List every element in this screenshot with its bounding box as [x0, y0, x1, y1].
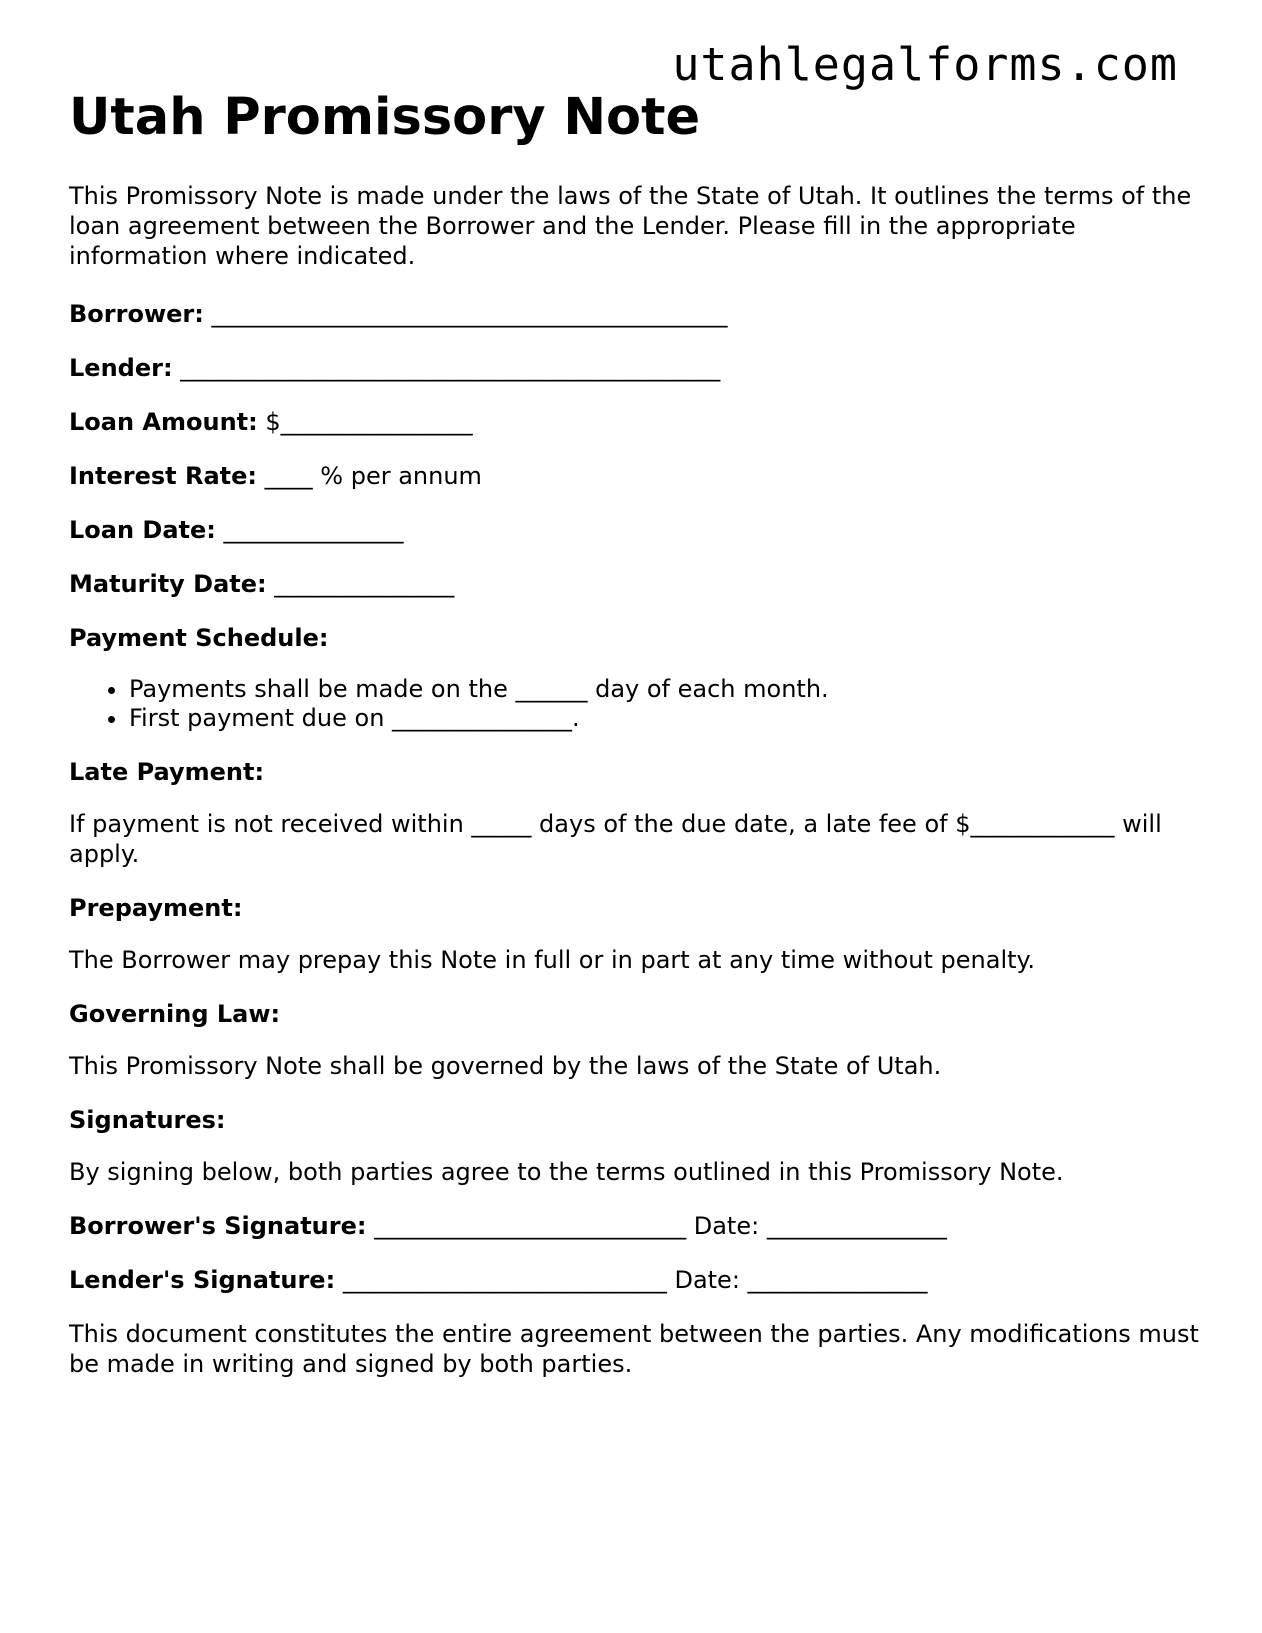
- closing-paragraph: This document constitutes the entire agreement between the parties. Any modifications must be made in writing and signed by both parties.: [69, 1320, 1199, 1378]
- loan-amount-label: Loan Amount:: [69, 408, 258, 436]
- lender-field: [69, 353, 1199, 383]
- maturity-date-blank[interactable]: _______________: [274, 570, 455, 598]
- governing-law-text: This Promissory Note shall be governed by the laws of the State of Utah.: [69, 1052, 942, 1080]
- intro-paragraph: This Promissory Note is made under the laws of the State of Utah. It outlines the terms of the loan agreement between the Borrower and the Lender. Please fill in the appropriate information where indicated.: [69, 182, 1192, 270]
- lender-blank[interactable]: _____________________________________________: [180, 354, 721, 382]
- list-item: • First payment due on _______________.: [129, 704, 1199, 733]
- lender-signature-label: Lender's Signature:: [69, 1266, 336, 1294]
- borrower-signature-blank[interactable]: __________________________ Date: _______________: [374, 1212, 947, 1240]
- prepayment-text: The Borrower may prepay this Note in full or in part at any time without penalty.: [69, 946, 1035, 974]
- borrower-signature-label: Borrower's Signature:: [69, 1212, 367, 1240]
- borrower-label: Borrower:: [69, 300, 204, 328]
- loan-amount-field: [69, 407, 1199, 437]
- interest-rate-blank[interactable]: ____ % per annum: [264, 462, 482, 490]
- lender-signature-line: [69, 1265, 1199, 1295]
- list-item: • Payments shall be made on the ______ day of each month.: [129, 675, 1199, 704]
- page-title: Utah Promissory Note: [69, 88, 701, 147]
- interest-rate-label: Interest Rate:: [69, 462, 258, 490]
- loan-date-label: Loan Date:: [69, 516, 216, 544]
- late-payment-text: If payment is not received within _____ days of the due date, a late fee of $____________ will apply.: [69, 810, 1162, 868]
- governing-law-heading: Governing Law:: [69, 1000, 281, 1028]
- maturity-date-label: Maturity Date:: [69, 570, 267, 598]
- prepayment-heading: Prepayment:: [69, 894, 243, 922]
- borrower-blank[interactable]: ___________________________________________: [211, 300, 728, 328]
- borrower-signature-line: [69, 1211, 1199, 1241]
- signatures-heading: Signatures:: [69, 1106, 226, 1134]
- payment-schedule-list: [69, 675, 1199, 733]
- borrower-field: [69, 299, 1199, 329]
- loan-amount-blank[interactable]: $________________: [265, 408, 473, 436]
- maturity-date-field: [69, 569, 1199, 599]
- lender-signature-blank[interactable]: ___________________________ Date: _______________: [342, 1266, 928, 1294]
- loan-date-field: [69, 515, 1199, 545]
- signatures-text: By signing below, both parties agree to the terms outlined in this Promissory Note.: [69, 1158, 1064, 1186]
- payment-schedule-heading: Payment Schedule:: [69, 624, 329, 652]
- interest-rate-field: [69, 461, 1199, 491]
- lender-label: Lender:: [69, 354, 173, 382]
- document-body: [69, 82, 1199, 1379]
- loan-date-blank[interactable]: _______________: [223, 516, 404, 544]
- late-payment-heading: Late Payment:: [69, 758, 265, 786]
- site-watermark: utahlegalforms.com: [672, 38, 1178, 91]
